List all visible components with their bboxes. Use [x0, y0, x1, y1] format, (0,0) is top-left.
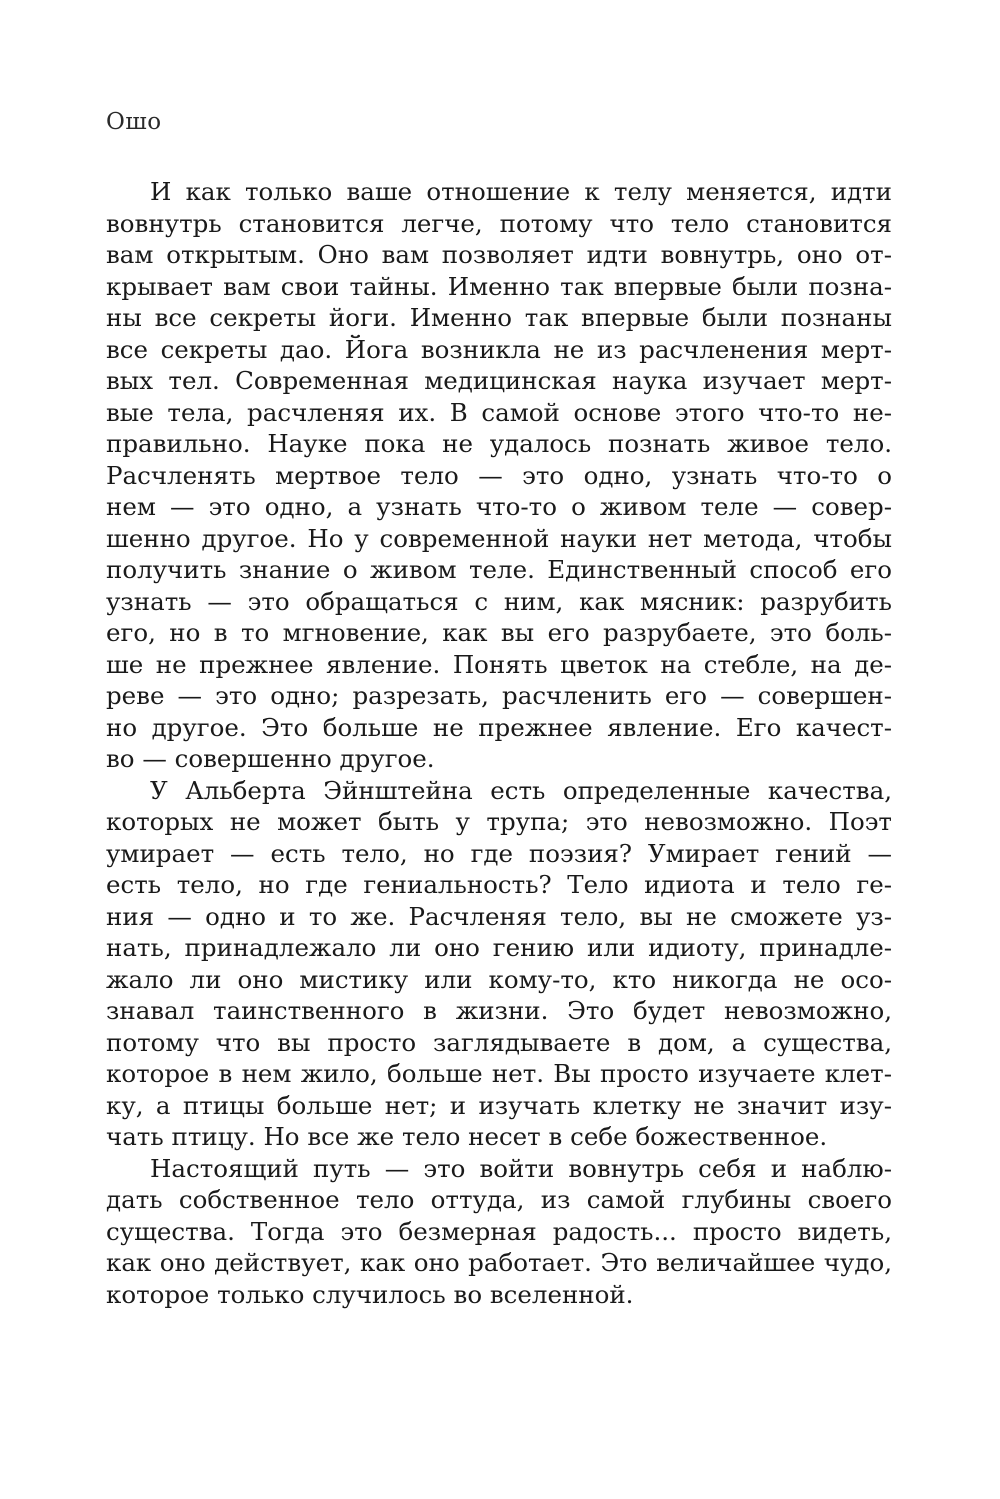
text-line: ку, а птицы больше нет; и изучать клетку не значит изу-: [106, 1090, 892, 1120]
text-line: потому что вы просто заглядываете в дом, а существа,: [106, 1027, 892, 1057]
text-line: реве — это одно; разрезать, расчленить его — совершен-: [106, 681, 892, 710]
text-line: вых тел. Современная медицинская наука изучает мерт-: [106, 366, 892, 395]
text-line: которых не может быть у трупа; это невозможно. Поэт: [106, 807, 892, 836]
text-line: умирает — есть тело, но где поэзия? Умирает гений —: [106, 838, 892, 868]
paragraph-2: [106, 775, 892, 1153]
text-line: существа. Тогда это безмерная радость... просто видеть,: [106, 1216, 892, 1246]
text-line: И как только ваше отношение к телу меняется, идти: [150, 177, 892, 206]
text-line: во — совершенно другое.: [106, 744, 435, 773]
text-line: жало ли оно мистику или кому-то, кто никогда не осо-: [106, 964, 892, 994]
text-line: чать птицу. Но все же тело несет в себе божественное.: [106, 1122, 828, 1151]
text-line: которое в нем жило, больше нет. Вы просто изучаете клет-: [106, 1059, 892, 1088]
text-line: ше не прежнее явление. Понять цветок на стебле, на де-: [106, 649, 892, 679]
paragraph-1: [106, 176, 892, 775]
text-line: все секреты дао. Йога возникла не из расчленения мерт-: [106, 334, 892, 364]
text-line: Настоящий путь — это войти вовнутрь себя и наблю-: [150, 1153, 892, 1183]
text-line: У Альберта Эйнштейна есть определенные качества,: [150, 775, 892, 805]
text-line: вам открытым. Оно вам позволяет идти вовнутрь, оно от-: [106, 240, 892, 269]
text-line: шенно другое. Но у современной науки нет метода, чтобы: [106, 523, 892, 553]
text-line: нем — это одно, а узнать что-то о живом теле — совер-: [106, 492, 892, 521]
text-line: дать собственное тело оттуда, из самой глубины своего: [106, 1185, 892, 1214]
text-line: вые тела, расчленяя их. В самой основе этого что-то не-: [106, 397, 892, 427]
body-text: [106, 176, 892, 1310]
paragraph-3: [106, 1153, 892, 1311]
text-line: нать, принадлежало ли оно гению или идиоту, принадле-: [106, 933, 892, 962]
text-line: которое только случилось во вселенной.: [106, 1279, 634, 1309]
text-line: как оно действует, как оно работает. Это величайшее чудо,: [106, 1248, 892, 1277]
text-line: его, но в то мгновение, как вы его разрубаете, это боль-: [106, 618, 892, 647]
text-line: есть тело, но где гениальность? Тело идиота и тело ге-: [106, 870, 892, 899]
text-line: но другое. Это больше не прежнее явление. Его качест-: [106, 712, 892, 742]
text-line: ны все секреты йоги. Именно так впервые были познаны: [106, 303, 892, 332]
text-line: вовнутрь становится легче, потому что тело становится: [106, 208, 892, 238]
text-line: правильно. Науке пока не удалось познать живое тело.: [106, 429, 892, 458]
running-head-author: Ошо: [106, 109, 162, 135]
text-line: ния — одно и то же. Расчленяя тело, вы не сможете уз-: [106, 901, 892, 931]
text-line: получить знание о живом теле. Единственный способ его: [106, 555, 892, 584]
text-line: узнать — это обращаться с ним, как мясник: разрубить: [106, 586, 892, 616]
text-line: Расчленять мертвое тело — это одно, узнать что-то о: [106, 460, 892, 490]
text-line: знавал таинственного в жизни. Это будет невозможно,: [106, 996, 892, 1025]
text-line: крывает вам свои тайны. Именно так впервые были позна-: [106, 271, 892, 301]
